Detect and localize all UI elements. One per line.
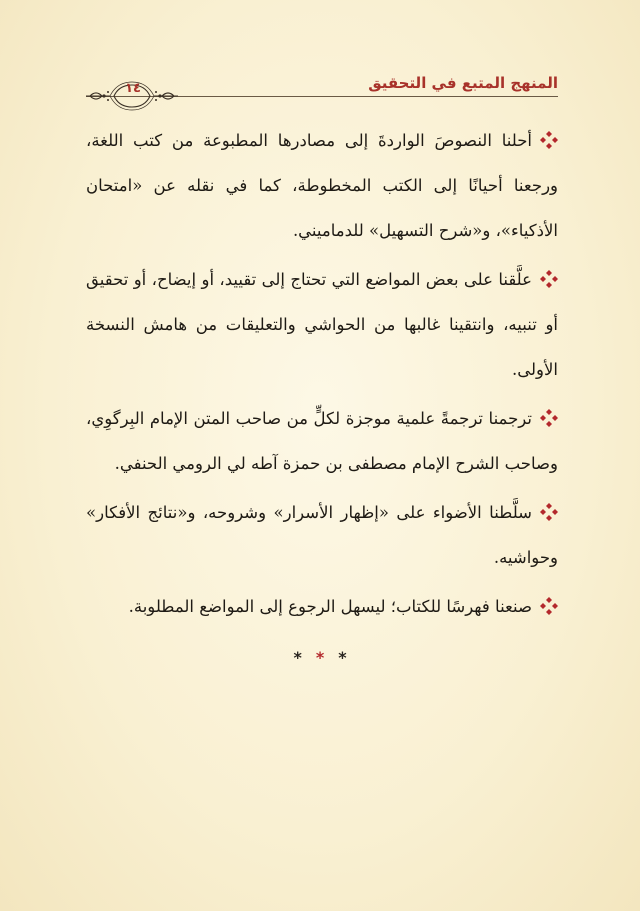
diamond-cluster-icon: [540, 597, 558, 615]
section-separator: [0, 648, 640, 667]
page-header: [86, 74, 558, 104]
paragraph-text: علَّقنا على بعض المواضع التي تحتاج إلى تقييد، أو إيضاح، أو تحقيق أو تنبيه، وانتقينا غالبها من الحواشي والتعليقات من هامش النسخة الأولى.: [86, 270, 558, 379]
diamond-cluster-icon: [540, 409, 558, 427]
paragraph-text: ترجمنا ترجمةً علمية موجزة لكلٍّ من صاحب المتن الإمام البِرگوِي، وصاحب الشرح الإمام مصطفى بن حمزة آطه لي الرومي الحنفي.: [86, 409, 558, 473]
diamond-cluster-icon: [540, 131, 558, 149]
paragraph-text: أحلنا النصوصَ الواردةَ إلى مصادرها المطبوعة من كتب اللغة، ورجعنا أحيانًا إلى الكتب المخطوطة، كما في نقله عن «امتحان الأذكياء»، و«شرح التسهيل» للدماميني.: [86, 131, 558, 240]
paragraph-5: [86, 584, 558, 629]
page-number: ١٤: [125, 81, 141, 96]
diamond-cluster-icon: [540, 503, 558, 521]
paragraph-text: سلَّطنا الأضواء على «إظهار الأسرار» وشروحه، و«نتائج الأفكار» وحواشيه.: [86, 503, 558, 567]
paragraph-1: [86, 118, 558, 253]
paragraph-2: [86, 257, 558, 392]
paragraph-text: صنعنا فهرسًا للكتاب؛ ليسهل الرجوع إلى المواضع المطلوبة.: [128, 597, 532, 616]
diamond-cluster-icon: [540, 270, 558, 288]
paragraph-3: [86, 396, 558, 486]
page-body: [86, 118, 558, 633]
running-title: المنهج المتبع في التحقيق: [368, 74, 558, 92]
separator-star-middle: *: [315, 648, 325, 667]
separator-star-right: *: [338, 648, 347, 667]
paragraph-4: [86, 490, 558, 580]
separator-star-left: *: [293, 648, 302, 667]
